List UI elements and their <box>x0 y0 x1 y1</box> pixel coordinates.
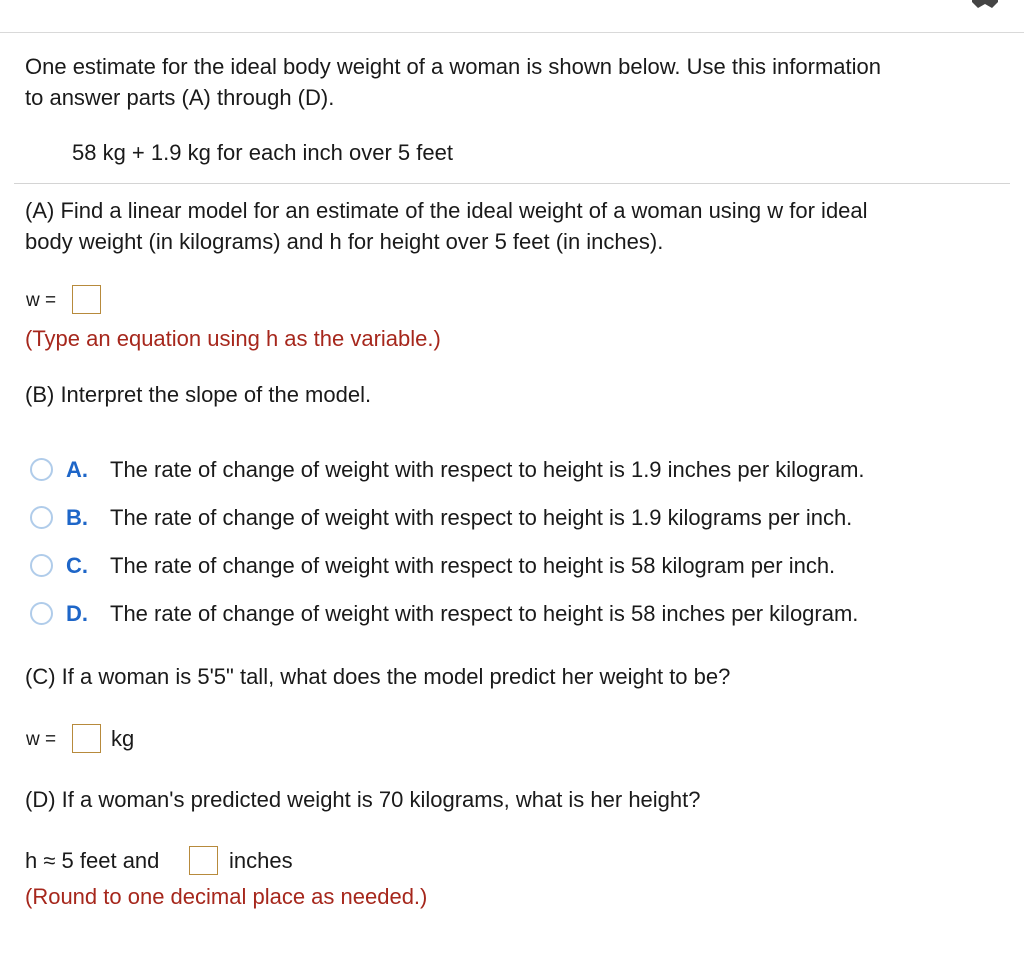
part-a-answer-label: w = <box>26 290 57 311</box>
part-d-question: (D) If a woman's predicted weight is 70 kilograms, what is her height? <box>25 787 701 812</box>
part-b-question: (B) Interpret the slope of the model. <box>25 382 372 407</box>
option-b-letter: B. <box>66 505 88 530</box>
part-d-answer-prefix: h ≈ 5 feet and <box>25 848 160 873</box>
part-a-question-line-1: (A) Find a linear model for an estimate of the ideal weight of a woman using w for ideal <box>25 198 868 223</box>
option-c-letter: C. <box>66 553 88 578</box>
option-c-text: The rate of change of weight with respect to height is 58 kilogram per inch. <box>110 553 836 578</box>
option-d-radio[interactable] <box>30 602 53 625</box>
part-c-question: (C) If a woman is 5'5" tall, what does the model predict her weight to be? <box>25 664 731 689</box>
part-a-hint: (Type an equation using h as the variable.) <box>25 326 441 351</box>
option-b-radio[interactable] <box>30 506 53 529</box>
part-c-unit: kg <box>111 726 135 751</box>
part-a-answer-input[interactable] <box>72 285 101 314</box>
part-c-answer-input[interactable] <box>72 724 101 753</box>
intro-line-1: One estimate for the ideal body weight of a woman is shown below. Use this information <box>25 54 882 79</box>
part-c-answer-label: w = <box>26 729 57 750</box>
part-a-question-line-2: body weight (in kilograms) and h for height over 5 feet (in inches). <box>25 229 664 254</box>
option-b-text: The rate of change of weight with respect to height is 1.9 kilograms per inch. <box>110 505 853 530</box>
option-a-radio[interactable] <box>30 458 53 481</box>
option-d-text: The rate of change of weight with respect to height is 58 inches per kilogram. <box>110 601 859 626</box>
section-divider <box>14 183 1010 184</box>
header-divider <box>0 32 1024 33</box>
weight-formula: 58 kg + 1.9 kg for each inch over 5 feet <box>72 140 453 165</box>
option-c-radio[interactable] <box>30 554 53 577</box>
gear-icon[interactable] <box>970 0 1000 10</box>
intro-line-2: to answer parts (A) through (D). <box>25 85 335 110</box>
part-d-hint: (Round to one decimal place as needed.) <box>25 884 428 909</box>
part-d-answer-input[interactable] <box>189 846 218 875</box>
option-a-letter: A. <box>66 457 88 482</box>
part-d-unit: inches <box>229 848 293 873</box>
option-d-letter: D. <box>66 601 88 626</box>
option-a-text: The rate of change of weight with respect to height is 1.9 inches per kilogram. <box>110 457 865 482</box>
